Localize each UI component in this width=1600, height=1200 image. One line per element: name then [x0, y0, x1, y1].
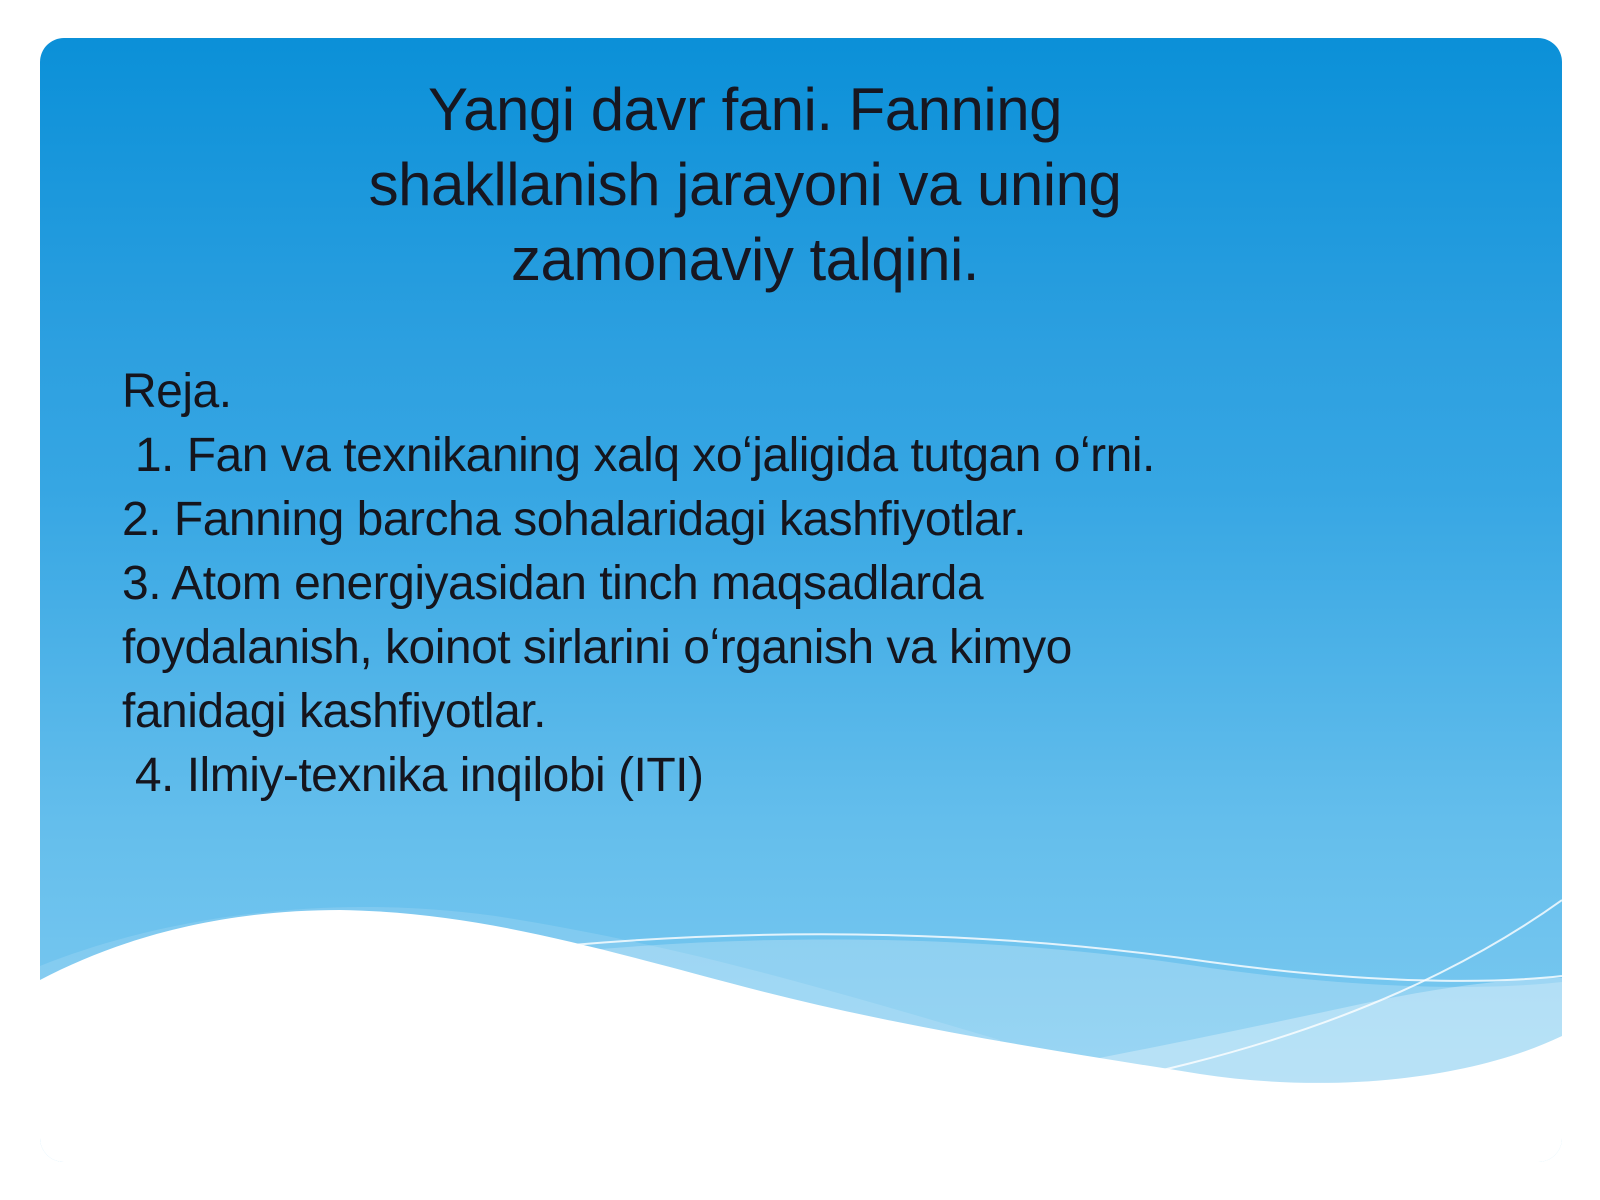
plan-heading: Reja.: [122, 365, 232, 418]
slide-title-line: shakllanish jarayoni va uning: [368, 151, 1122, 218]
plan-line: fanidagi kashfiyotlar.: [122, 685, 546, 738]
slide-title-line: Yangi davr fani. Fanning: [428, 76, 1062, 143]
slide-canvas: [40, 38, 1562, 1162]
plan-line: foydalanish, koinot sirlarini oʻrganish va kimyo: [122, 621, 1072, 674]
plan-line: 2. Fanning barcha sohalaridagi kashfiyotlar.: [122, 493, 1026, 546]
slide-title-line: zamonaviy talqini.: [511, 226, 979, 293]
plan-text: [122, 360, 1552, 808]
plan-line: 3. Atom energiyasidan tinch maqsadlarda: [122, 557, 984, 610]
slide-title: [195, 72, 1295, 297]
plan-line: 1. Fan va texnikaning xalq xoʻjaligida tutgan oʻrni.: [122, 429, 1155, 482]
plan-line: 4. Ilmiy-texnika inqilobi (ITI): [122, 749, 704, 802]
